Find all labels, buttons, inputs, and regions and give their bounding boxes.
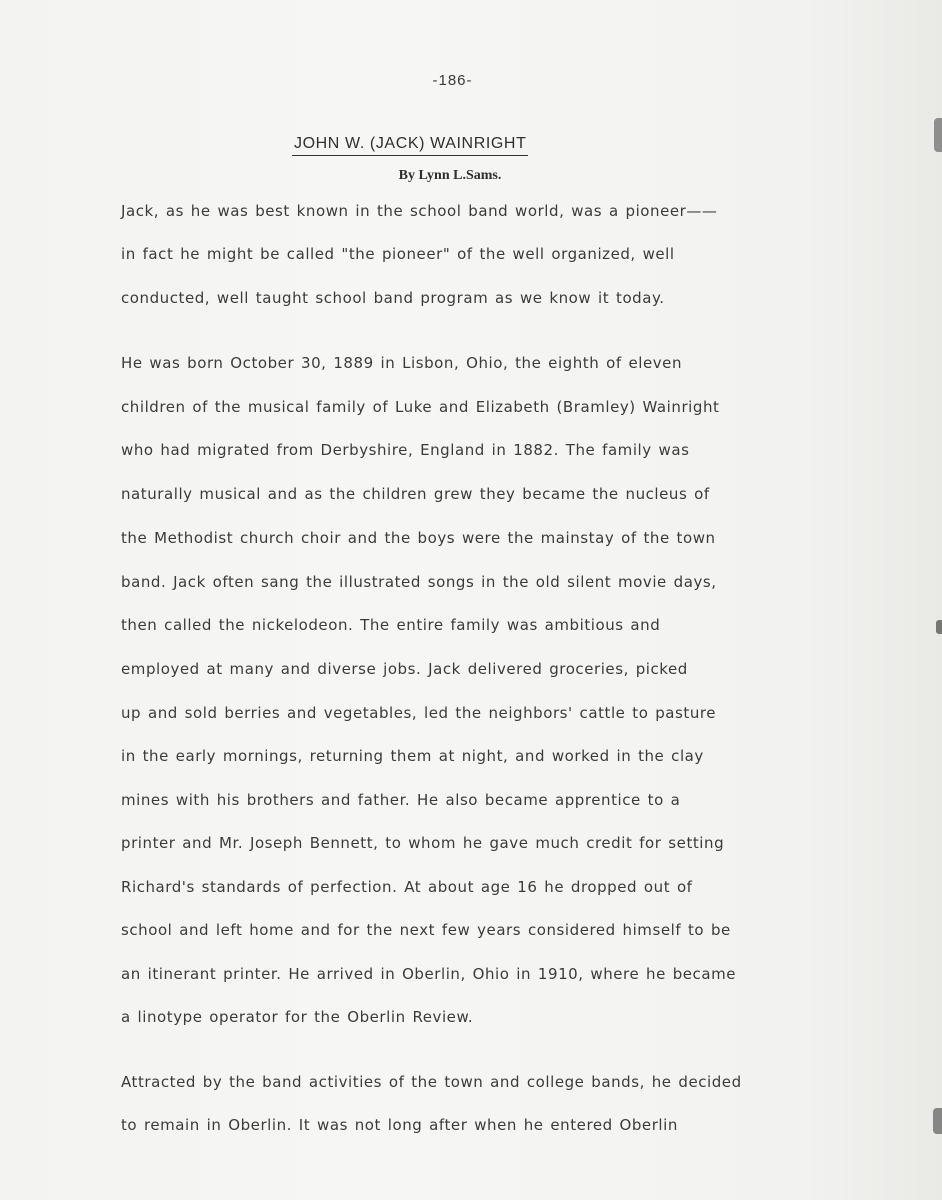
text-line: the Methodist church choir and the boys were the mainstay of the town: [121, 529, 716, 547]
byline: By Lynn L.Sams.: [398, 168, 502, 183]
text-line: Jack, as he was best known in the school band world, was a pioneer——: [121, 202, 718, 220]
text-line: conducted, well taught school band program as we know it today.: [121, 289, 665, 307]
text-line: naturally musical and as the children grew they became the nucleus of: [121, 485, 710, 503]
text-line: in fact he might be called "the pioneer" of the well organized, well: [121, 245, 675, 263]
text-line: He was born October 30, 1889 in Lisbon, Ohio, the eighth of eleven: [121, 354, 683, 372]
document-title: JOHN W. (JACK) WAINRIGHT: [292, 135, 528, 156]
text-line: an itinerant printer. He arrived in Oberlin, Ohio in 1910, where he became: [121, 965, 737, 983]
binding-mark: [933, 1108, 942, 1134]
text-line: up and sold berries and vegetables, led the neighbors' cattle to pasture: [121, 704, 717, 722]
text-line: employed at many and diverse jobs. Jack delivered groceries, picked: [121, 660, 688, 678]
text-line: in the early mornings, returning them at night, and worked in the clay: [121, 747, 704, 765]
text-line: then called the nickelodeon. The entire family was ambitious and: [121, 616, 661, 634]
text-line: printer and Mr. Joseph Bennett, to whom he gave much credit for setting: [121, 834, 725, 852]
text-line: a linotype operator for the Oberlin Review.: [121, 1008, 474, 1026]
text-line: children of the musical family of Luke and Elizabeth (Bramley) Wainright: [121, 398, 720, 416]
text-line: school and left home and for the next few years considered himself to be: [121, 921, 731, 939]
text-line: mines with his brothers and father. He also became apprentice to a: [121, 791, 681, 809]
text-line: who had migrated from Derbyshire, England in 1882. The family was: [121, 441, 690, 459]
binding-mark: [936, 620, 942, 634]
binding-mark: [934, 118, 942, 152]
page-number: -186-: [432, 72, 473, 89]
text-line: Attracted by the band activities of the town and college bands, he decided: [121, 1073, 742, 1091]
text-line: to remain in Oberlin. It was not long after when he entered Oberlin: [121, 1116, 678, 1134]
text-line: band. Jack often sang the illustrated songs in the old silent movie days,: [121, 573, 717, 591]
text-line: Richard's standards of perfection. At about age 16 he dropped out of: [121, 878, 693, 896]
